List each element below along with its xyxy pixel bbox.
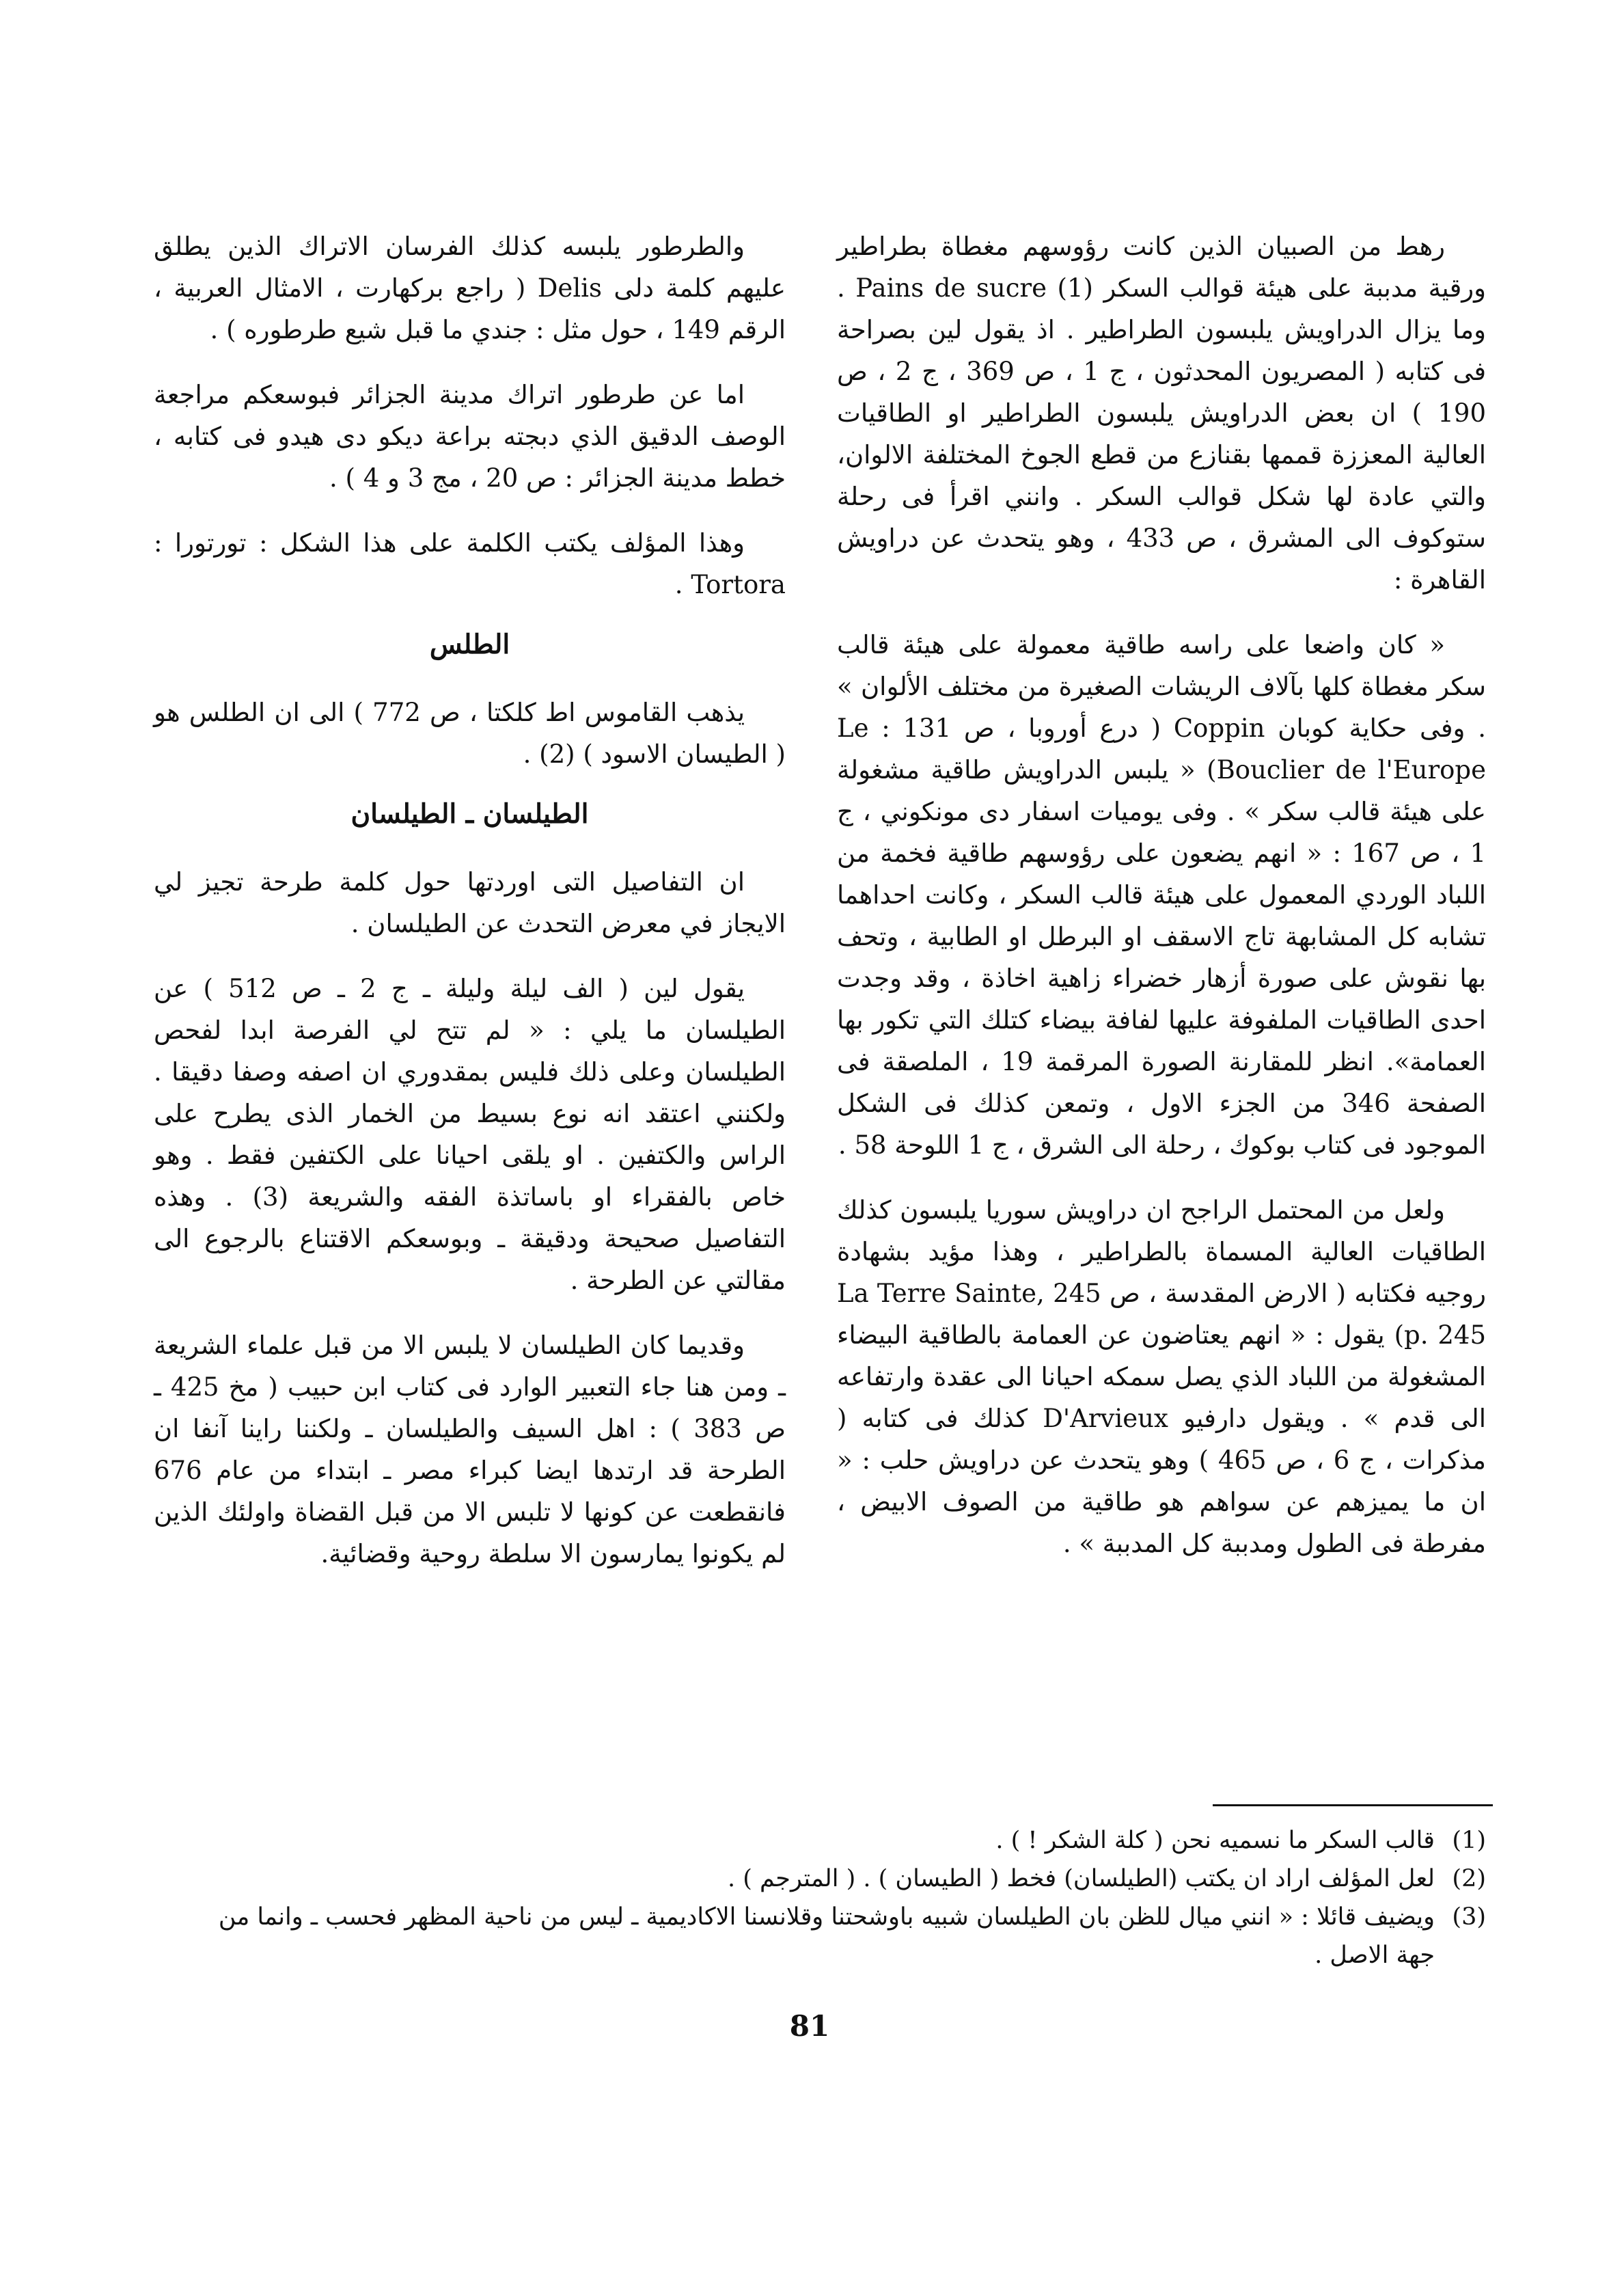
footnote-number: (1) xyxy=(1452,1827,1486,1854)
footnote-number: (3) xyxy=(1452,1903,1486,1931)
paragraph-r2: « كان واضعا على راسه طاقية معمولة على هيئة قالب سكر مغطاة كلها بآلاف الريشات الصغيرة من مختلف الألوان » . وفى حكاية كوبان Coppin ( درع أوروبا ، ص 131 : Le Bouclier de l'Europe) « يلبس الدراويش طاقية مشغولة على هيئة قالب سكر » . وفى يوميات اسفار دى مونكوني ، ج 1 ، ص 167 : « انهم يضعون على رؤوسهم طاقية فخمة من اللباد الوردي المعمول على هيئة قالب السكر ، وكانت احداهما تشابه كل المشابهة تاج الاسقف او البرطل او الطابية ، وتحف بها نقوش على صورة أزهار خضراء زاهية اخاذة ، وقد وجدت احدى الطاقيات الملفوفة عليها لفافة بيضاء كتلك التي تكور بها العمامة». انظر للمقارنة الصورة المرقمة 19 ، الملصقة فى الصفحة 346 من الجزء الاول ، وتمعن كذلك فى الشكل الموجود فى كتاب بوكوك ، رحلة الى الشرق ، ج 1 اللوحة 58 . xyxy=(837,630,1487,1160)
footnote-text: قالب السكر ما نسميه نحن ( كلة الشكر ! ) . xyxy=(995,1827,1435,1854)
paragraph-l2: اما عن طرطور اتراك مدينة الجزائر فبوسعكم مراجعة الوصف الدقيق الذي دبجته براعة ديكو دى هيدو فى كتابه ، خطط مدينة الجزائر : ص 20 ، مج 3 و 4 ) . xyxy=(154,380,786,493)
paragraph-l3: وهذا المؤلف يكتب الكلمة على هذا الشكل : تورتورا : Tortora . xyxy=(154,528,786,599)
footnote-3 xyxy=(205,1898,1486,1974)
footnote-2 xyxy=(205,1860,1486,1898)
footnotes xyxy=(205,1821,1486,1974)
section-heading-taylasan: الطيلسان ـ الطيلسان xyxy=(350,798,589,830)
page-number: 81 xyxy=(789,2009,830,2043)
footnote-number: (2) xyxy=(1452,1865,1486,1892)
section-heading-tals: الطلس xyxy=(429,629,510,660)
left-column xyxy=(154,226,786,1598)
right-column xyxy=(837,226,1486,1588)
paragraph-r1: رهط من الصبيان الذين كانت رؤوسهم مغطاة بطراطير ورقية مدببة على هيئة قوالب السكر (1) Pains de sucre . وما يزال الدراويش يلبسون الطراطير . اذ يقول لين بصراحة فى كتابه ( المصريون المحدثون ، ج 1 ، ص 369 ، ج 2 ، ص 190 ) ان بعض الدراويش يلبسون الطراطير او الطاقيات العالية المعززة قممها بقنازع من قطع الجوخ المختلفة الالوان، والتي عادة لها شكل قوالب السكر . وانني اقرأ فى رحلة ستوكوف الى المشرق ، ص 433 ، وهو يتحدث عن دراويش القاهرة : xyxy=(837,232,1487,595)
footnote-1 xyxy=(205,1821,1486,1860)
footnote-separator xyxy=(1213,1804,1493,1806)
paragraph-l6: يقول لين ( الف ليلة وليلة ـ ج 2 ـ ص 512 ) عن الطيلسان ما يلي : « لم تتح لي الفرصة ابدا لفحص الطيلسان وعلى ذلك فليس بمقدوري ان اصفه وصفا دقيقا . ولكنني اعتقد انه نوع بسيط من الخمار الذى يطرح على الراس والكتفين . او يلقى احيانا على الكتفين فقط . وهو خاص بالفقراء او باساتذة الفقه والشريعة (3) . وهذه التفاصيل صحيحة ودقيقة ـ وبوسعكم الاقتناع بالرجوع الى مقالتي عن الطرحة . xyxy=(154,974,786,1295)
paragraph-l4: يذهب القاموس اط كلكتا ، ص 772 ) الى ان الطلس هو ( الطيسان الاسود ) (2) . xyxy=(154,698,786,769)
paragraph-l5: ان التفاصيل التى اوردتها حول كلمة طرحة تجيز لي الايجاز في معرض التحدث عن الطيلسان . xyxy=(154,867,786,938)
paragraph-l7: وقديما كان الطيلسان لا يلبس الا من قبل علماء الشريعة ـ ومن هنا جاء التعبير الوارد فى كتاب ابن حبيب ( مخ 425 ـ ص 383 ) : اهل السيف والطيلسان ـ ولكننا راينا آنفا ان الطرحة قد ارتدها ايضا كبراء مصر ـ ابتداء من عام 676 فانقطعت عن كونها لا تلبس الا من قبل القضاة واولئك الذين لم يكونوا يمارسون الا سلطة روحية وقضائية. xyxy=(154,1331,786,1568)
paragraph-l1: والطرطور يلبسه كذلك الفرسان الاتراك الذين يطلق عليهم كلمة دلى Delis ( راجع بركهارت ، الامثال العربية ، الرقم 149 ، حول مثل : جندي ما قبل شيع طرطوره ) . xyxy=(154,232,786,344)
footnote-text: لعل المؤلف اراد ان يكتب (الطيلسان) فخط ( الطيسان ) . ( المترجم ) . xyxy=(727,1865,1435,1892)
paragraph-r3: ولعل من المحتمل الراجح ان دراويش سوريا يلبسون كذلك الطاقيات العالية المسماة بالطراطير ، وهذا مؤيد بشهادة روجيه فكتابه ( الارض المقدسة ، ص 245 La Terre Sainte, p. 245) يقول : « انهم يعتاضون عن العمامة بالطاقية البيضاء المشغولة من اللباد الذي يصل سمكه احيانا الى عقدة وارتفاعه الى قدم » . ويقول دارفيو D'Arvieux كذلك فى كتابه ( مذكرات ، ج 6 ، ص 465 ) وهو يتحدث عن دراويش حلب : « ان ما يميزهم عن سواهم هو طاقية من الصوف الابيض ، مفرطة فى الطول ومدببة كل المدببة » . xyxy=(837,1195,1486,1558)
footnote-text: ويضيف قائلا : « انني ميال للظن بان الطيلسان شبيه باوشحتنا وقلانسنا الاكاديمية ـ ليس من ناحية المظهر فحسب ـ وانما من جهة الاصل . xyxy=(218,1903,1435,1969)
